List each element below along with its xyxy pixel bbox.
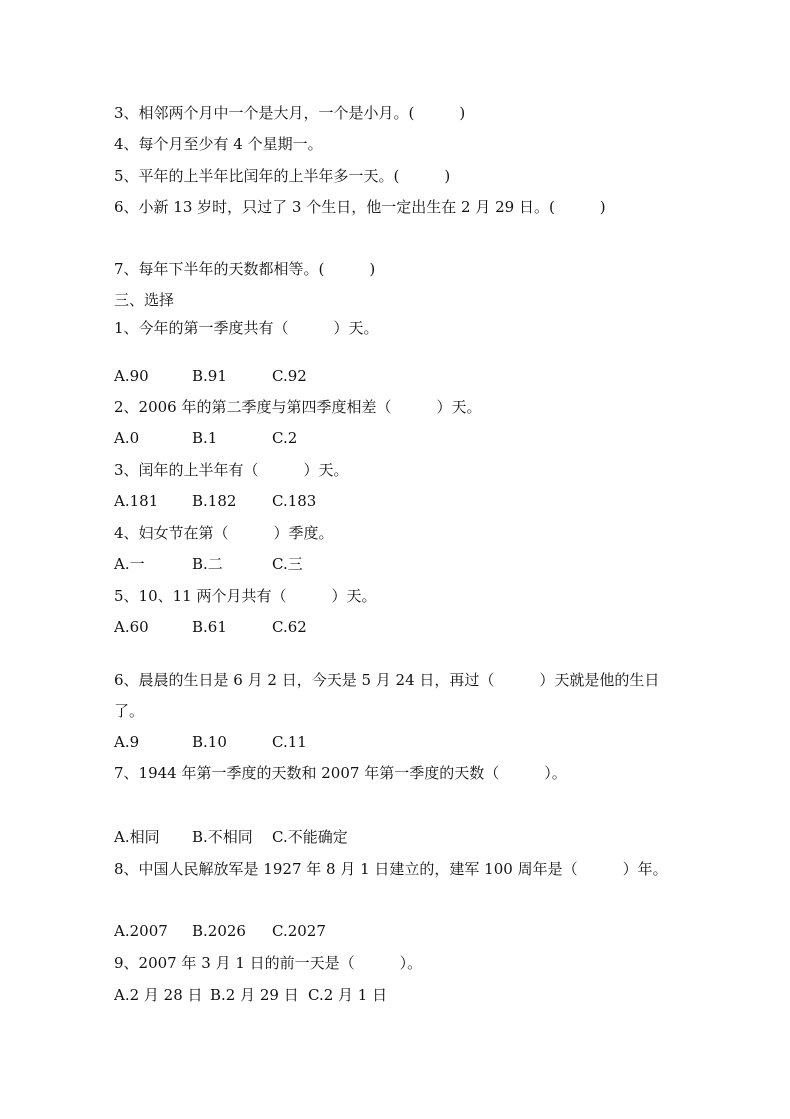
choice-question-2: 2、2006 年的第二季度与第四季度相差（ ）天。: [114, 398, 482, 416]
choice-question-6-cont: 了。: [114, 702, 145, 720]
option-c: C.92: [272, 367, 307, 385]
choice-question-5: 5、10、11 两个月共有（ ）天。: [114, 587, 377, 605]
option-c: C.183: [272, 492, 317, 510]
choice-question-9: 9、2007 年 3 月 1 日的前一天是（ ）。: [114, 954, 423, 972]
option-c: C.2 月 1 日: [308, 986, 388, 1004]
option-b: B.不相同: [192, 828, 253, 846]
judge-question-4: 4、每个月至少有 4 个星期一。: [114, 135, 323, 153]
choice-question-6: 6、晨晨的生日是 6 月 2 日，今天是 5 月 24 日，再过（ ）天就是他的生日: [114, 671, 660, 689]
option-a: A.2 月 28 日: [114, 986, 203, 1004]
option-a: A.一: [114, 555, 145, 573]
option-b: B.1: [192, 429, 218, 447]
option-b: B.二: [192, 555, 223, 573]
option-c: C.2027: [272, 922, 326, 940]
option-b: B.61: [192, 618, 227, 636]
choice-question-1: 1、今年的第一季度共有（ ）天。: [114, 319, 379, 337]
judge-question-6: 6、小新 13 岁时，只过了 3 个生日，他一定出生在 2 月 29 日。( ): [114, 198, 606, 216]
judge-question-7: 7、每年下半年的天数都相等。( ): [114, 260, 376, 278]
option-c: C.不能确定: [272, 828, 348, 846]
choice-question-3: 3、闰年的上半年有（ ）天。: [114, 461, 349, 479]
judge-question-5: 5、平年的上半年比闰年的上半年多一天。( ): [114, 167, 451, 185]
option-b: B.91: [192, 367, 227, 385]
choice-question-4: 4、妇女节在第（ ）季度。: [114, 524, 334, 542]
option-c: C.62: [272, 618, 307, 636]
choice-question-7: 7、1944 年第一季度的天数和 2007 年第一季度的天数（ ）。: [114, 764, 567, 782]
option-b: B.182: [192, 492, 237, 510]
judge-question-3: 3、相邻两个月中一个是大月，一个是小月。( ): [114, 104, 466, 122]
option-a: A.60: [114, 618, 149, 636]
option-a: A.9: [114, 733, 140, 751]
option-a: A.相同: [114, 828, 160, 846]
option-c: C.11: [272, 733, 307, 751]
option-a: A.2007: [114, 922, 168, 940]
option-c: C.2: [272, 429, 298, 447]
option-a: A.0: [114, 429, 140, 447]
option-a: A.90: [114, 367, 149, 385]
option-a: A.181: [114, 492, 159, 510]
section-title: 三、选择: [114, 291, 175, 309]
option-c: C.三: [272, 555, 303, 573]
option-b: B.2026: [192, 922, 246, 940]
option-b: B.10: [192, 733, 227, 751]
option-b: B.2 月 29 日: [210, 986, 299, 1004]
choice-question-8: 8、中国人民解放军是 1927 年 8 月 1 日建立的，建军 100 周年是（ ）年。: [114, 860, 668, 878]
